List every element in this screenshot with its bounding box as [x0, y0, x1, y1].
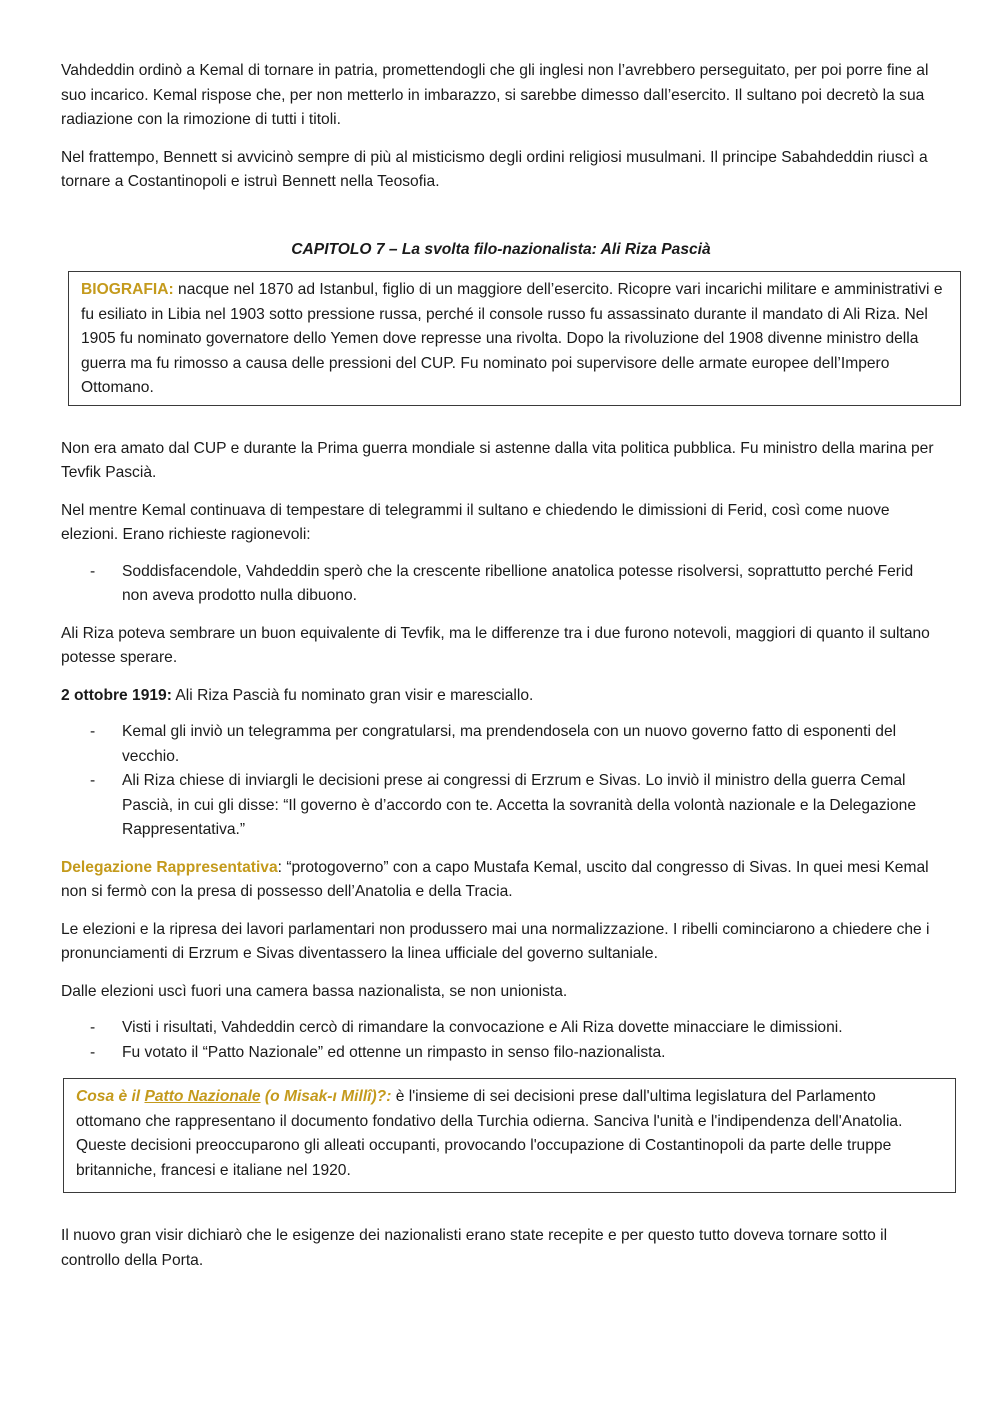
date-paragraph — [61, 684, 941, 709]
patto-label-pre: Cosa è il — [76, 1088, 145, 1105]
biography-body: nacque nel 1870 ad Istanbul, figlio di un maggiore dell’esercito. Ricopre vari incarichi militare e amministrativi e fu esiliato in Libia nel 1903 sotto pressione russa, perché il console russo fu assassinato durante il mandato di Ali Riza. Nel 1905 fu nominato governatore dello Yemen dove represse una rivolta. Dopo la rivoluzione del 1908 divenne ministro della guerra ma fu rimosso a causa delle pressioni del CUP. Fu nominato poi supervisore delle armate europee dell’Impero Ottomano. — [81, 281, 943, 396]
delegation-label: Delegazione Rappresentativa — [61, 858, 278, 876]
date-text: Ali Riza Pascià fu nominato gran visir e maresciallo. — [171, 686, 534, 704]
delegation-paragraph — [61, 856, 941, 905]
list-item: - Visti i risultati, Vahdeddin cercò di rimandare la convocazione e Ali Riza dovette minacciare le dimissioni. — [61, 1016, 941, 1041]
patto-text — [76, 1085, 943, 1183]
dash-bullet: - — [90, 1043, 96, 1061]
document-page — [61, 59, 941, 1286]
dash-bullet: - — [90, 723, 96, 740]
patto-nazionale-box — [63, 1078, 956, 1193]
biography-label: BIOGRAFIA: — [81, 281, 174, 298]
list-item: - Ali Riza chiese di inviargli le decisioni prese ai congressi di Erzrum e Sivas. Lo inviò il ministro della guerra Cemal Pascià, in cui gli disse: “Il governo è d’accordo con te. Accetta la sovranità della volontà nazionale e la Delegazione Rappresentativa.” — [61, 769, 941, 843]
dash-bullet: - — [90, 562, 96, 580]
list-2 — [61, 720, 941, 843]
list-item: - Kemal gli inviò un telegramma per congratularsi, ma prendendosela con un nuovo governo fatto di esponenti del vecchio. — [61, 720, 941, 769]
date-label: 2 ottobre 1919: — [61, 686, 172, 704]
body-paragraph-4: Le elezioni e la ripresa dei lavori parlamentari non produssero mai una normalizzazione. I ribelli cominciarono a chiedere che i pronunciamenti di Erzrum e Sivas diventassero la linea ufficiale del governo sultaniale. — [61, 920, 930, 962]
patto-label-post: (o Misak-ı Millî)?: — [260, 1088, 392, 1105]
intro-paragraph-1: Vahdeddin ordinò a Kemal di tornare in patria, promettendogli che gli inglesi non l’avrebbero perseguitato, per poi porre fine al suo incarico. Kemal rispose che, per non metterlo in imbarazzo, si sarebbe dimesso dall’esercito. Il sultano poi decretò la sua radiazione con la rimozione di tutti i titoli. — [61, 62, 929, 128]
patto-body: è l'insieme di sei decisioni prese dall'ultima legislatura del Parlamento ottomano che rappresentano il documento fondativo della Turchia odierna. Sanciva l'unità e l'indipendenza dell'Anatolia. Queste decisioni preoccuparono gli alleati occupanti, provocando l'occupazione di Costantinopoli da parte delle truppe britanniche, francesi e italiane nel 1920. — [76, 1088, 903, 1179]
delegation-text: : “protogoverno” con a capo Mustafa Kemal, uscito dal congresso di Sivas. In quei mesi Kemal non si fermò con la presa di possesso dell’Anatolia e della Tracia. — [61, 858, 929, 900]
biography-box — [68, 271, 961, 406]
body-paragraph-5: Dalle elezioni uscì fuori una camera bassa nazionalista, se non unionista. — [61, 982, 568, 1000]
list-1 — [61, 560, 941, 609]
closing-paragraph: Il nuovo gran visir dichiarò che le esigenze dei nazionalisti erano state recepite e per questo tutto doveva tornare sotto il controllo della Porta. — [61, 1227, 888, 1269]
dash-bullet: - — [90, 1019, 96, 1036]
dash-bullet: - — [90, 772, 96, 789]
chapter-title: CAPITOLO 7 – La svolta filo-nazionalista: Ali Riza Pascià — [291, 240, 711, 258]
body-paragraph-1: Non era amato dal CUP e durante la Prima guerra mondiale si astenne dalla vita politica pubblica. Fu ministro della marina per Tevfik Pascià. — [61, 439, 934, 481]
list-item: - Soddisfacendole, Vahdeddin sperò che la crescente ribellione anatolica potesse risolversi, soprattutto perché Ferid non aveva prodotto nulla dibuono. — [61, 560, 941, 609]
patto-nazionale-link[interactable]: Patto Nazionale — [144, 1088, 261, 1105]
body-paragraph-2: Nel mentre Kemal continuava di tempestare di telegrammi il sultano e chiedendo le dimissioni di Ferid, così come nuove elezioni. Erano richieste ragionevoli: — [61, 501, 890, 543]
body-paragraph-3: Ali Riza poteva sembrare un buon equivalente di Tevfik, ma le differenze tra i due furono notevoli, maggiori di quanto il sultano potesse sperare. — [61, 624, 930, 666]
biography-text — [81, 278, 948, 401]
intro-paragraph-2: Nel frattempo, Bennett si avvicinò sempre di più al misticismo degli ordini religiosi musulmani. Il principe Sabahdeddin riuscì a tornare a Costantinopoli e istruì Bennett nella Teosofia. — [61, 148, 928, 190]
list-3 — [61, 1016, 941, 1065]
list-item: - Fu votato il “Patto Nazionale” ed ottenne un rimpasto in senso filo-nazionalista. — [61, 1041, 941, 1066]
